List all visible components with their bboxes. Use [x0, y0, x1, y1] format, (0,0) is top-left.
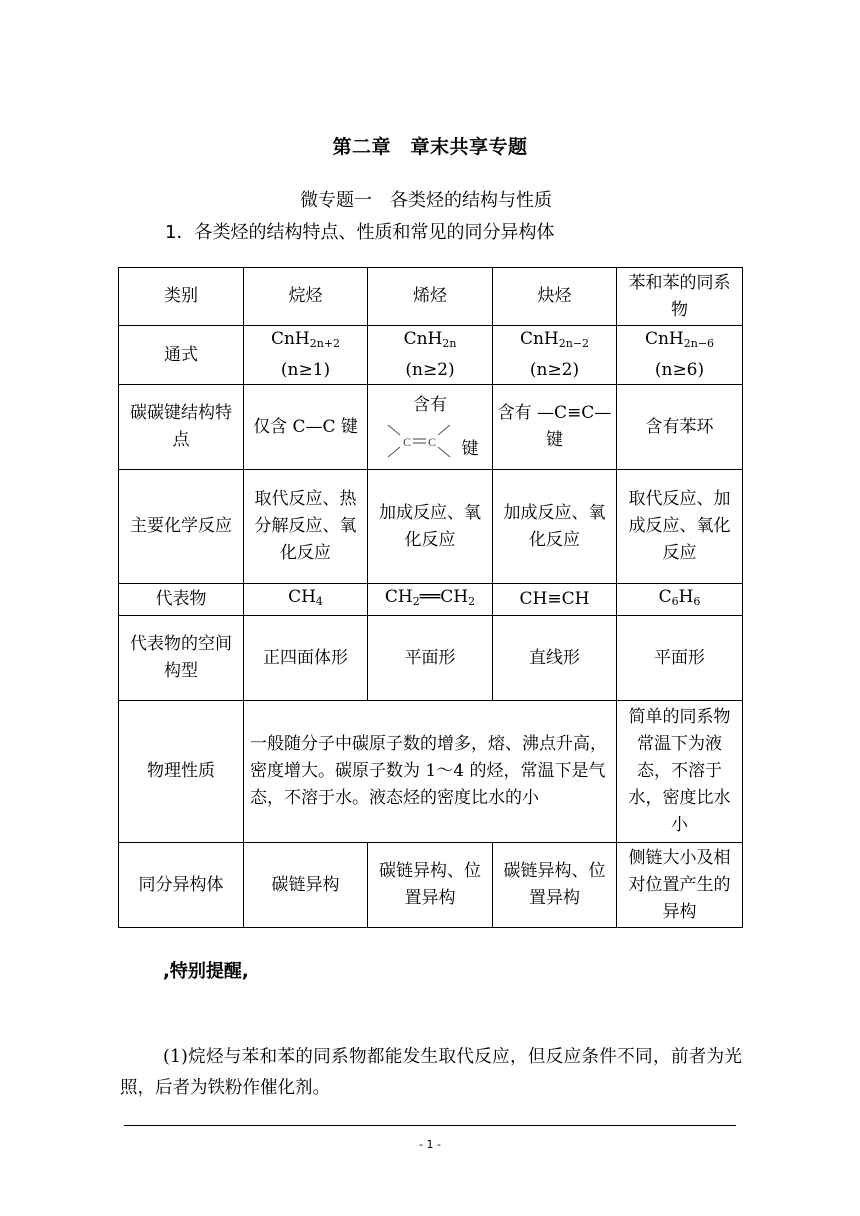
header-alkane: 烷烃 [244, 268, 368, 326]
footer-divider [124, 1125, 736, 1126]
representative-label: 代表物 [119, 584, 244, 616]
bond-label: 碳碳键结构特点 [119, 385, 244, 470]
page-number: - 1 - [419, 1138, 441, 1151]
header-category: 类别 [119, 268, 244, 326]
isomer-label: 同分异构体 [119, 843, 244, 928]
table-row-formula [119, 326, 743, 385]
reaction-benzene: 取代反应、加成反应、氧化反应 [617, 470, 743, 584]
reaction-alkane: 取代反应、热分解反应、氧化反应 [244, 470, 368, 584]
formula-alkene: CnH$_{2n}$ (n≥2) [368, 326, 493, 385]
shape-benzene: 平面形 [617, 616, 743, 701]
shape-alkane: 正四面体形 [244, 616, 368, 701]
isomer-alkane: 碳链异构 [244, 843, 368, 928]
shape-alkyne: 直线形 [493, 616, 617, 701]
representative-alkene: $CH_2══CH_2$ [368, 584, 493, 616]
table-row-header [119, 268, 743, 326]
physical-label: 物理性质 [119, 701, 244, 843]
isomer-benzene: 侧链大小及相对位置产生的异构 [617, 843, 743, 928]
physical-chain-hydrocarbons: 一般随分子中碳原子数的增多，熔、沸点升高，密度增大。碳原子数为 1～4 的烃，常温下是气态，不溶于水。液态烃的密度比水的小 [244, 701, 617, 843]
representative-alkane: $CH_4$ [244, 584, 368, 616]
bond-alkene: 含有 C C 键 [368, 385, 493, 470]
formula-alkane: CnH$_{2n+2}$ (n≥1) [244, 326, 368, 385]
special-reminder-heading: ,特别提醒, [163, 961, 249, 982]
header-benzene: 苯和苯的同系物 [617, 268, 743, 326]
table-row-representative [119, 584, 743, 616]
table-row-physical [119, 701, 743, 843]
formula-label: 通式 [119, 326, 244, 385]
double-bond-structure-icon [382, 419, 462, 463]
note-paragraph: (1)烷烃与苯和苯的同系物都能发生取代反应，但反应条件不同，前者为光照，后者为铁粉作催化剂。 [120, 1047, 742, 1098]
isomer-alkene: 碳链异构、位置异构 [368, 843, 493, 928]
table-row-isomer [119, 843, 743, 928]
table-row-bond [119, 385, 743, 470]
representative-benzene: $C_6H_6$ [617, 584, 743, 616]
header-alkene: 烯烃 [368, 268, 493, 326]
hydrocarbon-table [118, 267, 743, 928]
reaction-alkyne: 加成反应、氧化反应 [493, 470, 617, 584]
reaction-alkene: 加成反应、氧化反应 [368, 470, 493, 584]
physical-benzene: 简单的同系物常温下为液态，不溶于水，密度比水小 [617, 701, 743, 843]
header-alkyne: 炔烃 [493, 268, 617, 326]
table-row-shape [119, 616, 743, 701]
formula-benzene: CnH$_{2n-6}$ (n≥6) [617, 326, 743, 385]
shape-alkene: 平面形 [368, 616, 493, 701]
svg-text:C: C [427, 434, 436, 449]
table-row-reaction [119, 470, 743, 584]
page-title: 第二章 章末共享专题 [332, 136, 528, 158]
micro-topic-subtitle: 微专题一 各类烃的结构与性质 [300, 190, 552, 211]
isomer-alkyne: 碳链异构、位置异构 [493, 843, 617, 928]
bond-alkyne: 含有 —C≡C— 键 [493, 385, 617, 470]
section-heading: 1．各类烃的结构特点、性质和常见的同分异构体 [165, 222, 555, 243]
bond-benzene: 含有苯环 [617, 385, 743, 470]
svg-text:C: C [402, 434, 411, 449]
shape-label: 代表物的空间构型 [119, 616, 244, 701]
reaction-label: 主要化学反应 [119, 470, 244, 584]
bond-alkane: 仅含 C—C 键 [244, 385, 368, 470]
formula-alkyne: CnH$_{2n-2}$ (n≥2) [493, 326, 617, 385]
representative-alkyne: CH≡CH [493, 584, 617, 616]
